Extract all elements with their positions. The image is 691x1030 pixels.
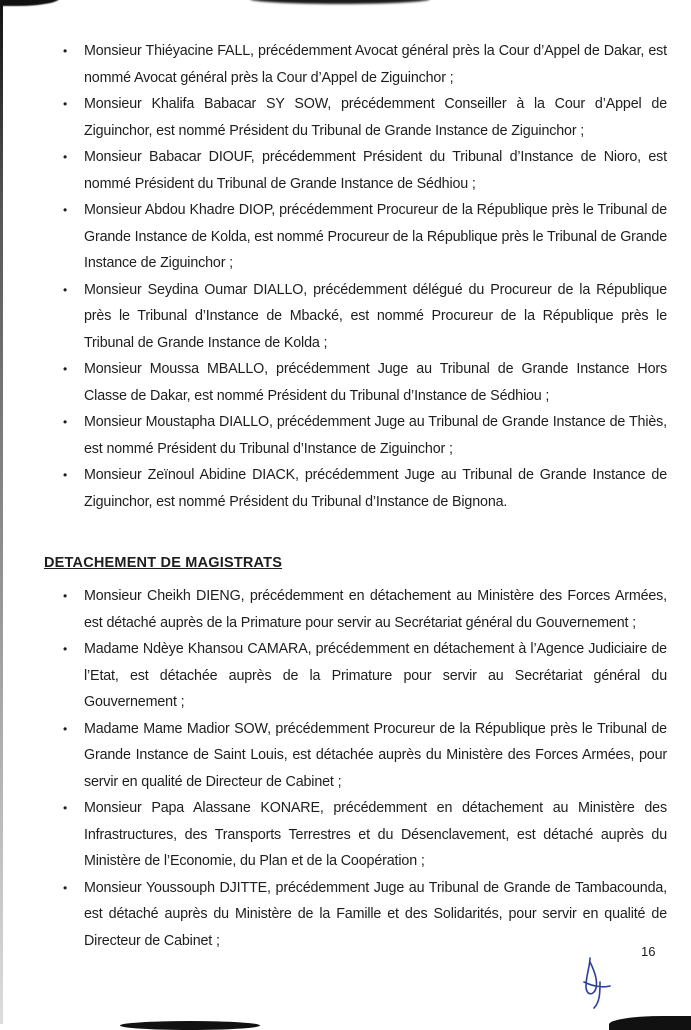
detachments-list	[0, 583, 691, 954]
bullet-icon: •	[63, 282, 68, 297]
detachment-text: Madame Ndèye Khansou CAMARA, précédemment en détachement à l’Agence Judiciaire de l’Etat, est détachée auprès de la Primature pour servir au Secrétariat général du Gouvernement ;	[84, 641, 667, 710]
list-item	[0, 795, 691, 875]
detachment-text: Monsieur Youssouph DJITTE, précédemment Juge au Tribunal de Grande de Tambacounda, est détaché auprès du Ministère de la Famille et des Solidarités, pour servir en qualité de Directeur de Cabinet ;	[84, 879, 667, 949]
list-item	[0, 38, 691, 91]
signature-initials	[578, 952, 618, 1012]
appointment-text: Monsieur Moustapha DIALLO, précédemment Juge au Tribunal de Grande Instance de Thiès, est nommé Président du Tribunal d’Instance de Ziguinchor ;	[84, 414, 667, 457]
bullet-icon: •	[63, 150, 68, 164]
section-heading: DETACHEMENT DE MAGISTRATS	[44, 555, 283, 571]
detachment-text: Monsieur Papa Alassane KONARE, précédemment en détachement au Ministère des Infrastructures, des Transports Terrestres et du Désenclavement, est détaché auprès du Ministère de l’Economie, du Plan et de la Coopération ;	[84, 800, 667, 869]
bullet-icon: •	[63, 362, 68, 376]
bullet-icon: •	[63, 801, 68, 815]
appointment-text: Monsieur Thiéyacine FALL, précédemment Avocat général près la Cour d’Appel de Dakar, est nommé Avocat général près la Cour d’Appel de Ziguinchor ;	[84, 43, 667, 86]
bullet-icon: •	[63, 97, 68, 111]
page-number: 16	[641, 944, 656, 959]
appointments-list	[0, 38, 691, 515]
appointment-text: Monsieur Moussa MBALLO, précédemment Juge au Tribunal de Grande Instance Hors Classe de Dakar, est nommé Président du Tribunal d’Instance de Sédhiou ;	[84, 361, 667, 404]
appointment-text: Monsieur Zeïnoul Abidine DIACK, précédemment Juge au Tribunal de Grande Instance de Ziguinchor, est nommé Président du Tribunal d’Instance de Bignona.	[84, 467, 667, 510]
appointment-text: Monsieur Babacar DIOUF, précédemment Président du Tribunal d’Instance de Nioro, est nommé Président du Tribunal de Grande Instance de Sédhiou ;	[84, 149, 667, 192]
list-item	[0, 875, 691, 955]
signature-stroke	[584, 958, 610, 1008]
bullet-icon: •	[63, 721, 68, 736]
list-item	[0, 277, 691, 357]
appointment-text: Monsieur Khalifa Babacar SY SOW, précédemment Conseiller à la Cour d’Appel de Ziguinchor, est nommé Président du Tribunal de Grande Instance de Ziguinchor ;	[84, 96, 667, 139]
scan-shadow-bottom	[120, 1021, 260, 1030]
bullet-icon: •	[63, 415, 68, 429]
list-item	[0, 144, 691, 197]
appointment-text: Monsieur Abdou Khadre DIOP, précédemment Procureur de la République près le Tribunal de Grande Instance de Kolda, est nommé Procureur de la République près le Tribunal de Grande Instance de Ziguinchor ;	[84, 202, 667, 271]
scan-shadow-top-left	[0, 0, 60, 6]
scan-shadow-top	[250, 0, 430, 4]
bullet-icon: •	[63, 468, 68, 482]
bullet-icon: •	[63, 880, 68, 895]
detachment-text: Monsieur Cheikh DIENG, précédemment en détachement au Ministère des Forces Armées, est détaché auprès de la Primature pour servir au Secrétariat général du Gouvernement ;	[84, 588, 667, 631]
list-item	[0, 716, 691, 796]
list-item	[0, 91, 691, 144]
bullet-icon: •	[63, 642, 68, 656]
appointment-text: Monsieur Seydina Oumar DIALLO, précédemment délégué du Procureur de la République près le Tribunal d’Instance de Mbacké, est nommé Procureur de la République près le Tribunal de Grande Instance de Kolda ;	[84, 281, 667, 351]
bullet-icon: •	[63, 203, 68, 217]
list-item	[0, 356, 691, 409]
bullet-icon: •	[63, 44, 68, 58]
detachment-text: Madame Mame Madior SOW, précédemment Procureur de la République près le Tribunal de Grande Instance de Saint Louis, est détachée auprès du Ministère des Forces Armées, pour servir en qualité de Directeur de Cabinet ;	[84, 720, 667, 790]
bullet-icon: •	[63, 589, 68, 603]
list-item	[0, 197, 691, 277]
list-item	[0, 409, 691, 462]
list-item	[0, 636, 691, 716]
list-item	[0, 462, 691, 515]
scan-shadow-bottom-right	[609, 1016, 691, 1030]
list-item	[0, 583, 691, 636]
